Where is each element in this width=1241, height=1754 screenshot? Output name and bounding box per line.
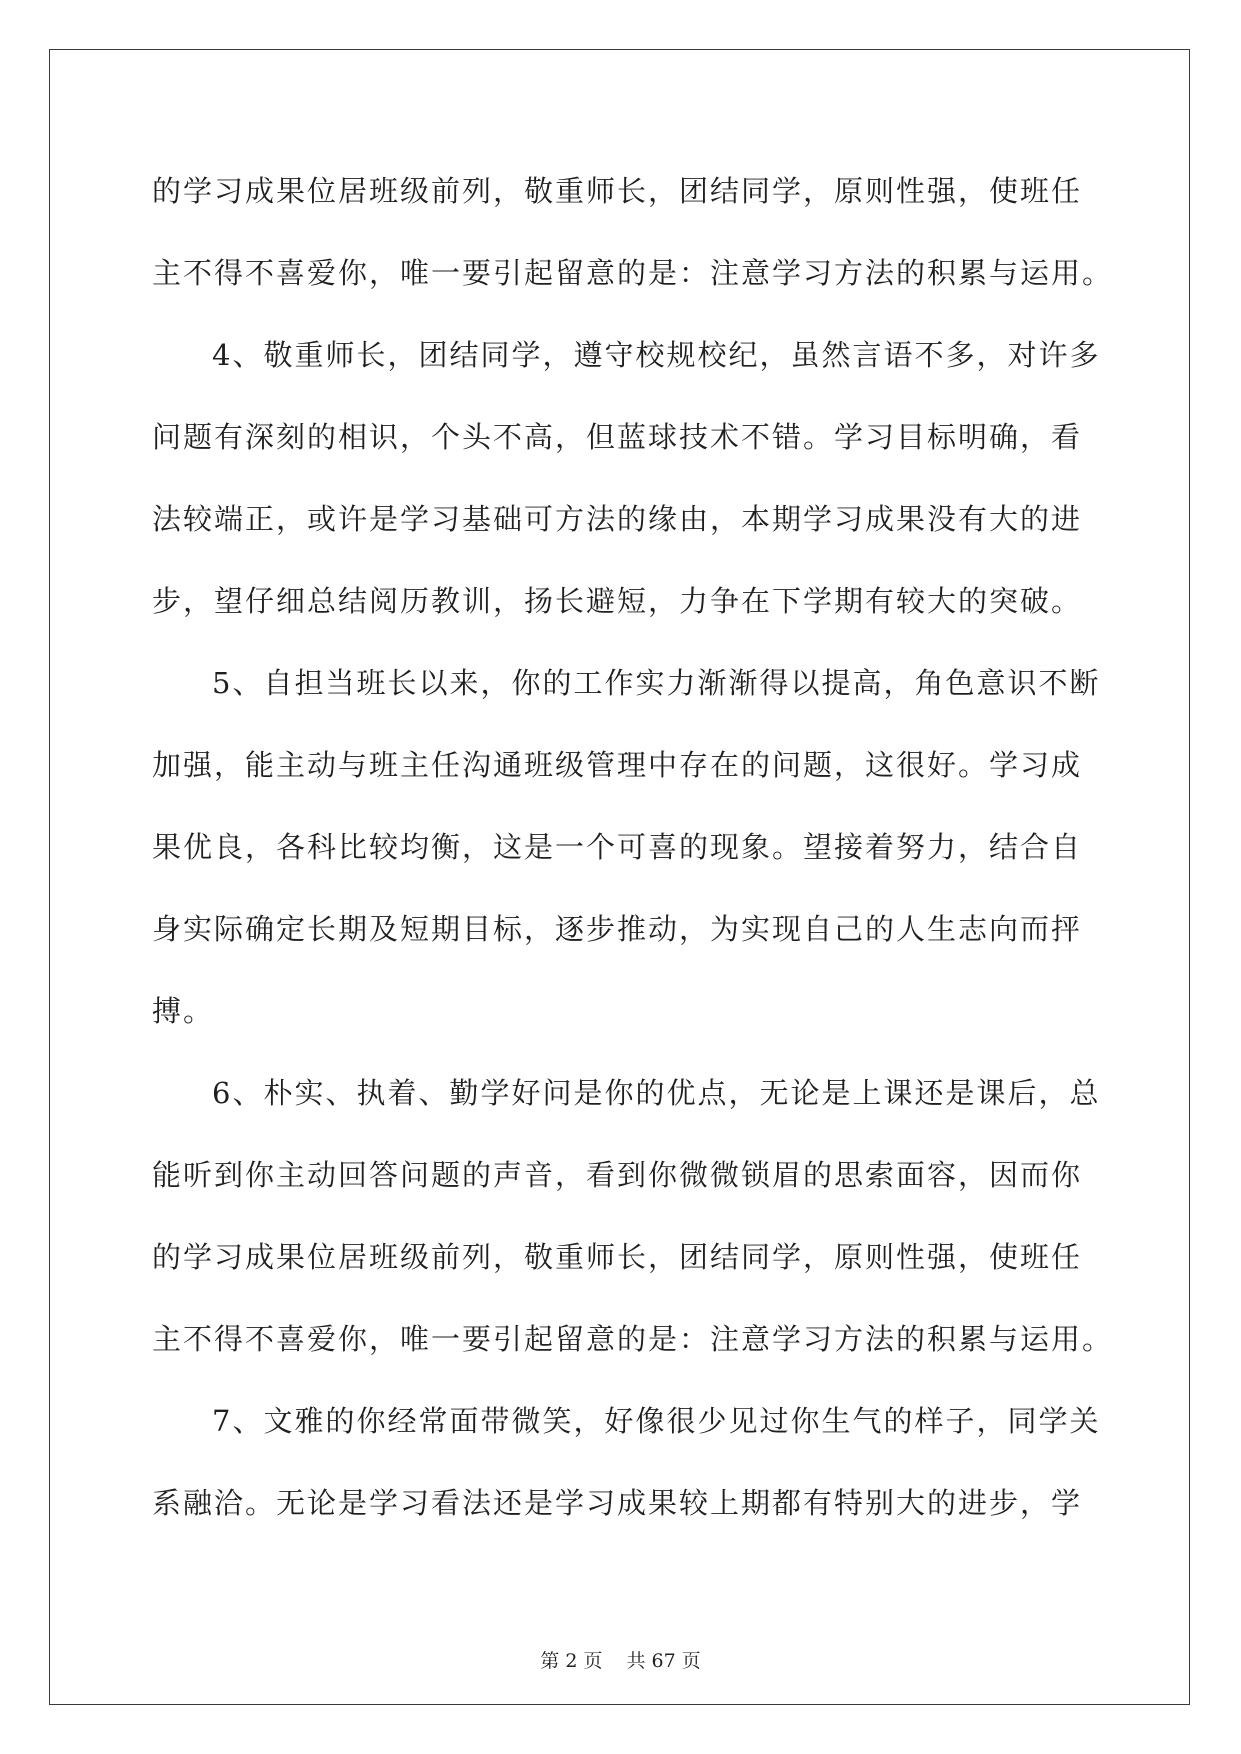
text-line: 步，望仔细总结阅历教训，扬长避短，力争在下学期有较大的突破。 (152, 584, 1083, 618)
text-line: 系融洽。无论是学习看法还是学习成果较上期都有特别大的进步，学 (152, 1486, 1083, 1520)
text-line: 搏。 (152, 994, 215, 1028)
page-number-total: 共 67 页 (626, 1650, 701, 1672)
document-body (152, 158, 1114, 1552)
page-footer (0, 1646, 1241, 1673)
text-line: 加强，能主动与班主任沟通班级管理中存在的问题，这很好。学习成 (152, 748, 1083, 782)
text-line: 的学习成果位居班级前列，敬重师长，团结同学，原则性强，使班任 (152, 1240, 1083, 1274)
text-line: 问题有深刻的相识，个头不高，但蓝球技术不错。学习目标明确，看 (152, 420, 1083, 454)
text-line: 果优良，各科比较均衡，这是一个可喜的现象。望接着努力，结合自 (152, 830, 1083, 864)
text-line: 主不得不喜爱你，唯一要引起留意的是：注意学习方法的积累与运用。 (152, 256, 1114, 290)
text-line: 7、文雅的你经常面带微笑，好像很少见过你生气的样子，同学关 (212, 1404, 1101, 1438)
text-line: 5、自担当班长以来，你的工作实力渐渐得以提高，角色意识不断 (212, 666, 1101, 700)
text-line: 主不得不喜爱你，唯一要引起留意的是：注意学习方法的积累与运用。 (152, 1322, 1114, 1356)
text-line: 法较端正，或许是学习基础可方法的缘由，本期学习成果没有大的进 (152, 502, 1083, 536)
text-line: 能听到你主动回答问题的声音，看到你微微锁眉的思索面容，因而你 (152, 1158, 1083, 1192)
page-number-current: 第 2 页 (540, 1650, 603, 1672)
text-line: 身实际确定长期及短期目标，逐步推动，为实现自己的人生志向而抨 (152, 912, 1083, 946)
text-line: 4、敬重师长，团结同学，遵守校规校纪，虽然言语不多，对许多 (212, 338, 1101, 372)
text-line: 6、朴实、执着、勤学好问是你的优点，无论是上课还是课后，总 (212, 1076, 1101, 1110)
text-line: 的学习成果位居班级前列，敬重师长，团结同学，原则性强，使班任 (152, 174, 1083, 208)
